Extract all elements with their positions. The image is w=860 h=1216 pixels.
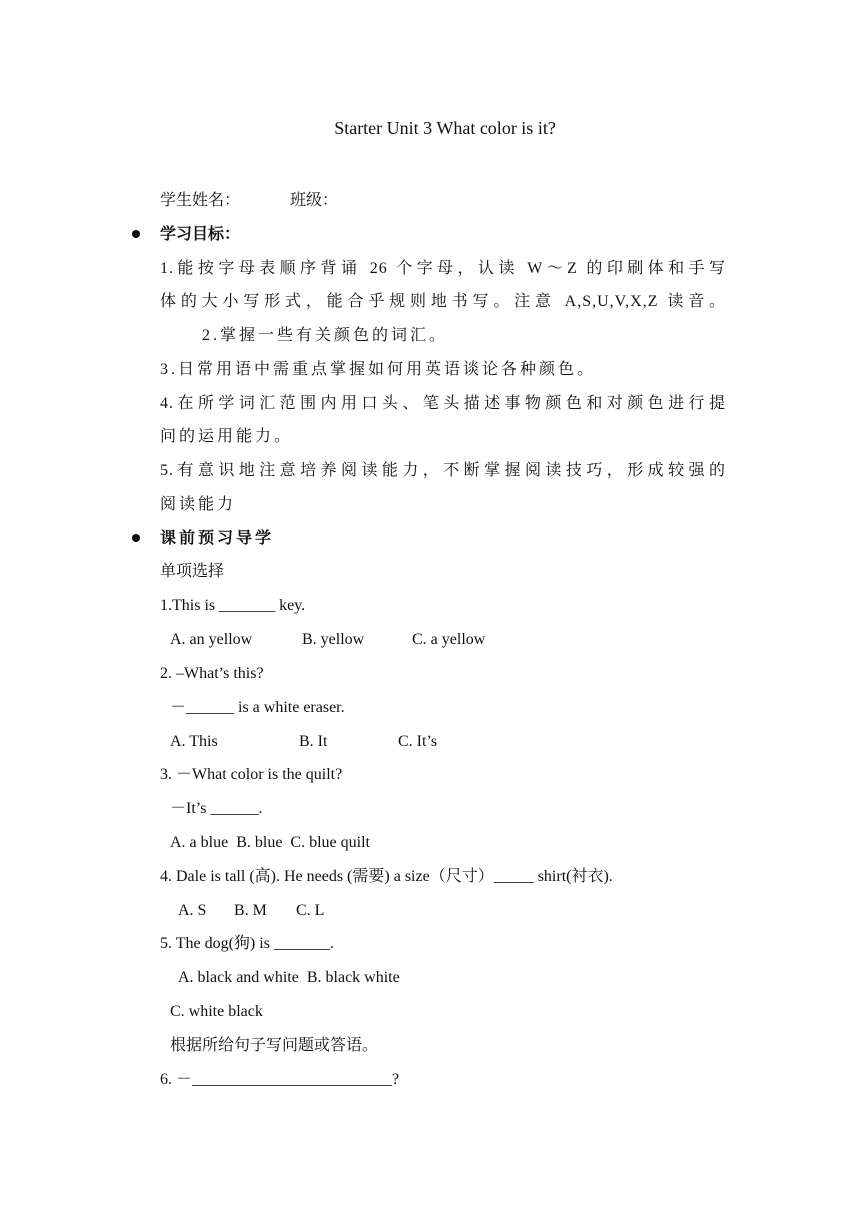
question-3: 3. －What color is the quilt? [160, 766, 343, 783]
objective-line: 2.掌握一些有关颜色的词汇。 [202, 327, 449, 344]
student-name-label: 学生姓名： [160, 192, 241, 209]
option: B. yellow [302, 631, 365, 648]
option: C. a yellow [412, 631, 486, 648]
objective-line: 5.有意识地注意培养阅读能力，不断掌握阅读技巧，形成较强的 [160, 462, 726, 479]
objective-line: 3.日常用语中需重点掌握如何用英语谈论各种颜色。 [160, 361, 597, 378]
subheading-write-questions: 根据所给句子写问题或答语。 [170, 1037, 379, 1054]
objective-line: 1.能按字母表顺序背诵 26 个字母，认读 W～Z 的印刷体和手写 [160, 260, 726, 277]
objective-line: 阅读能力 [160, 496, 237, 513]
section-heading-preview: 课前预习导学 [160, 530, 275, 547]
objective-line: 4.在所学词汇范围内用口头、笔头描述事物颜色和对颜色进行提 [160, 395, 726, 412]
option: A. This [170, 733, 218, 750]
question-6: 6. －_________________________? [160, 1071, 400, 1088]
objective-line: 体的大小写形式，能合乎规则地书写。注意 A,S,U,V,X,Z 读音。 [160, 293, 726, 310]
page-title: Starter Unit 3 What color is it? [334, 118, 556, 138]
question-1: 1.This is _______ key. [160, 597, 306, 614]
option: A. S [178, 902, 207, 919]
subheading-multiple-choice: 单项选择 [160, 563, 225, 580]
option: C. L [296, 902, 325, 919]
class-label: 班级： [290, 192, 339, 209]
option-group: A. a blue B. blue C. blue quilt [170, 834, 370, 851]
option: C. It’s [398, 733, 438, 750]
option: A. an yellow [170, 631, 253, 648]
question-5: 5. The dog(狗) is _______. [160, 935, 334, 952]
objective-line: 问的运用能力。 [160, 428, 294, 445]
bullet-icon [132, 230, 140, 238]
bullet-icon [132, 534, 140, 542]
option: B. M [234, 902, 267, 919]
question-4: 4. Dale is tall (高). He needs (需要) a size（尺寸）_____ shirt(衬衣). [160, 868, 613, 885]
section-heading-objectives: 学习目标： [160, 226, 241, 243]
question-3-line2: －It’s ______. [170, 800, 263, 817]
option-group: C. white black [170, 1003, 263, 1020]
option: B. It [299, 733, 328, 750]
option-group: A. black and white B. black white [178, 969, 400, 986]
question-2: 2. –What’s this? [160, 665, 264, 682]
question-2-line2: －______ is a white eraser. [170, 699, 345, 716]
